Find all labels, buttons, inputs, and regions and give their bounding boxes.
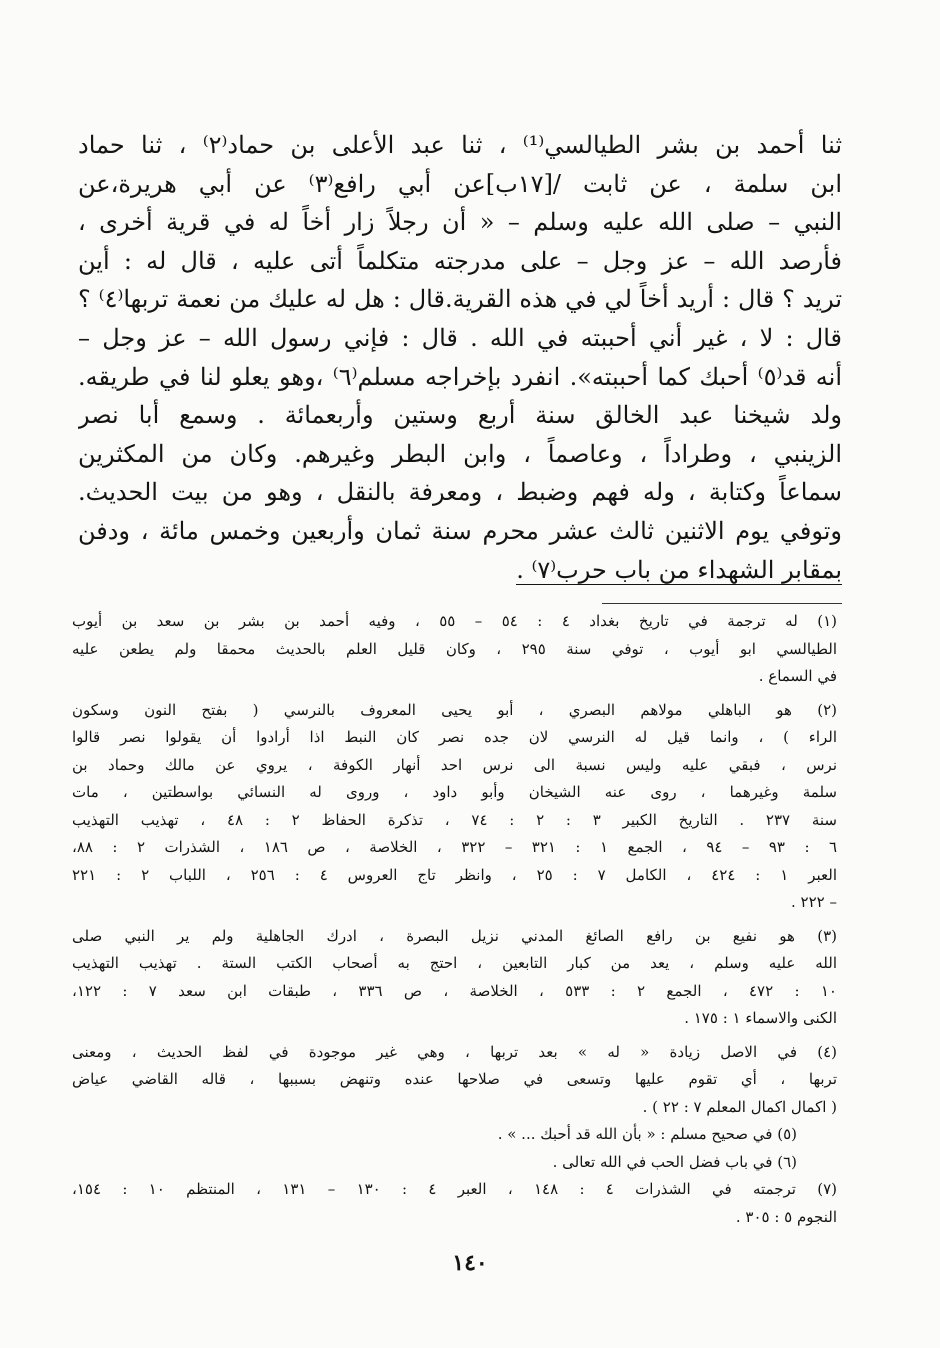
footnote-line: نرس ، فبقي عليه وليس نسبة الى نرس احد أنهار الكوفة ، يروي عن مالك وحماد بن — [72, 755, 837, 774]
footnote-separator — [602, 603, 842, 604]
footnote-line: (٤) في الاصل زيادة « له » بعد تربها ، وهي غير موجودة في لفظ الحديث ، ومعنى — [72, 1042, 837, 1061]
footnote-line: الله عليه وسلم ، يعد من كبار التابعين ، احتج به أصحاب الكتب الستة . تهذيب التهذيب — [72, 954, 837, 972]
footnote-2 — [72, 697, 837, 917]
main-text-line: قال : لا ، غير أني أحببته في الله . قال : فإني رسول الله – عز وجل – — [78, 323, 842, 352]
footnote-1 — [72, 608, 837, 691]
footnote-6 — [72, 1149, 837, 1177]
main-text-line: ولد شيخنا عبد الخالق سنة أربع وستين وأربعمائة . وسمع أبا نصر — [78, 401, 842, 430]
main-text-line: ثنا أحمد بن بشر الطيالسي⁽¹⁾ ، ثنا عبد الأعلى بن حماد⁽٢⁾ ، ثنا حماد — [78, 131, 842, 159]
main-text-line: تريد ؟ قال : أريد أخاً لي في هذه القرية.قال : هل له عليك من نعمة تربها⁽٤⁾ ؟ — [78, 285, 842, 314]
footnote-line: – ٢٢٢ . — [791, 893, 837, 911]
footnote-line: سلمة وغيرهما ، روى عنه الشيخان وأبو داود ، وروى له النسائي بواسطتين ، مات — [72, 783, 837, 801]
footnote-line: (٥) في صحيح مسلم : « بأن الله قد أحبك ... » . — [497, 1125, 797, 1143]
footnote-line: الكنى والاسماء ١ : ١٧٥ . — [684, 1009, 837, 1027]
footnote-line: (٦) في باب فضل الحب في الله تعالى . — [552, 1152, 797, 1171]
main-text-line: وتوفي يوم الاثنين ثالث عشر محرم سنة ثمان وأربعين وخمس مائة ، ودفن — [78, 516, 842, 545]
footnote-4 — [72, 1039, 837, 1122]
main-text-line: فأرصد الله – عز وجل – على مدرجته متكلماً أتى عليه ، قال له : أين — [78, 246, 842, 275]
footnote-line: (٢) هو الباهلي مولاهم البصري ، أبو يحيى المعروف بالنرسي ( بفتح النون وسكون — [72, 700, 837, 719]
main-text-line: أنه قد⁽٥⁾ أحبك كما أحببته». انفرد بإخراجه مسلم⁽٦⁾ ،وهو يعلو لنا في طريقه. — [78, 362, 842, 391]
footnote-line: في السماع . — [758, 667, 837, 685]
footnote-line: النجوم ٥ : ٣٠٥ . — [735, 1207, 837, 1226]
footnote-line: سنة ٢٣٧ . التاريخ الكبير ٣ : ٢ : ٧٤ ، تذكرة الحفاظ ٢ : ٤٨ ، تهذيب التهذيب — [72, 810, 837, 829]
footnotes — [72, 608, 837, 1231]
footnote-line: الطيالسي ابو أيوب ، توفي سنة ٢٩٥ ، وكان قليل العلم بالحديث محمقا ولم يطعن عليه — [72, 639, 837, 658]
footnote-line: العبر ١ : ٤٢٤ ، الكامل ٧ : ٢٥ ، وانظر تاج العروس ٤ : ٢٥٦ ، اللباب ٢ : ٢٢١ — [72, 865, 837, 884]
footnote-line: (٣) هو نفيع بن رافع الصائغ المدني نزيل البصرة ، ادرك الجاهلية ولم ير النبي صلى — [72, 926, 837, 945]
main-text-line: الزينبي ، وطراداً ، وعاصماً ، وابن البطر وغيرهم. وكان من المكثرين — [78, 439, 842, 468]
main-text-line: ابن سلمة ، عن ثابت /[١٧ب]عن أبي رافع⁽٣⁾ عن أبي هريرة،عن — [78, 169, 842, 198]
footnote-5 — [72, 1121, 837, 1149]
footnote-7 — [72, 1176, 837, 1231]
main-text — [78, 126, 842, 589]
footnote-line: ٦ : ٩٣ – ٩٤ ، الجمع ١ : ٣٢١ – ٣٢٢ ، الخلاصة ، ص ١٨٦ ، الشذرات ٢ : ٨٨، — [72, 838, 837, 856]
main-text-line: النبي – صلى الله عليه وسلم – « أن رجلاً زار أخاً له في قرية أخرى ، — [78, 208, 842, 237]
footnote-line: الراء ) ، وانما قيل له النرسي لان جده نصر كان النبط اذا أرادوا أن يقولوا نصر قالوا — [72, 728, 837, 746]
footnote-line: ( اكمال اكمال المعلم ٧ : ٢٢ ) . — [642, 1097, 837, 1116]
footnote-line: (٧) ترجمته في الشذرات ٤ : ١٤٨ ، العبر ٤ : ١٣٠ – ١٣١ ، المنتظم ١٠ : ١٥٤، — [72, 1180, 837, 1198]
footnote-line: (١) له ترجمة في تاريخ بغداد ٤ : ٥٤ – ٥٥ ، وفيه أحمد بن بشر بن سعد بن أيوب — [72, 612, 837, 630]
footnote-line: تربها ، أي تقوم عليها وتسعى في صلاحها عنده وتنهض بسببها ، قاله القاضي عياض — [72, 1070, 837, 1088]
main-text-line: سماعاً وكتابة ، وله فهم وضبط ، ومعرفة بالنقل ، وهو من بيت الحديث. — [78, 478, 842, 507]
page-number: ١٤٠ — [452, 1250, 488, 1276]
main-text-line: بمقابر الشهداء من باب حرب⁽٧⁾ . — [516, 555, 842, 584]
footnote-3 — [72, 923, 837, 1033]
footnote-line: ١٠ : ٤٧٢ ، الجمع ٢ : ٥٣٣ ، الخلاصة ، ص ٣٣٦ ، طبقات ابن سعد ٧ : ١٢٢، — [72, 981, 837, 1000]
